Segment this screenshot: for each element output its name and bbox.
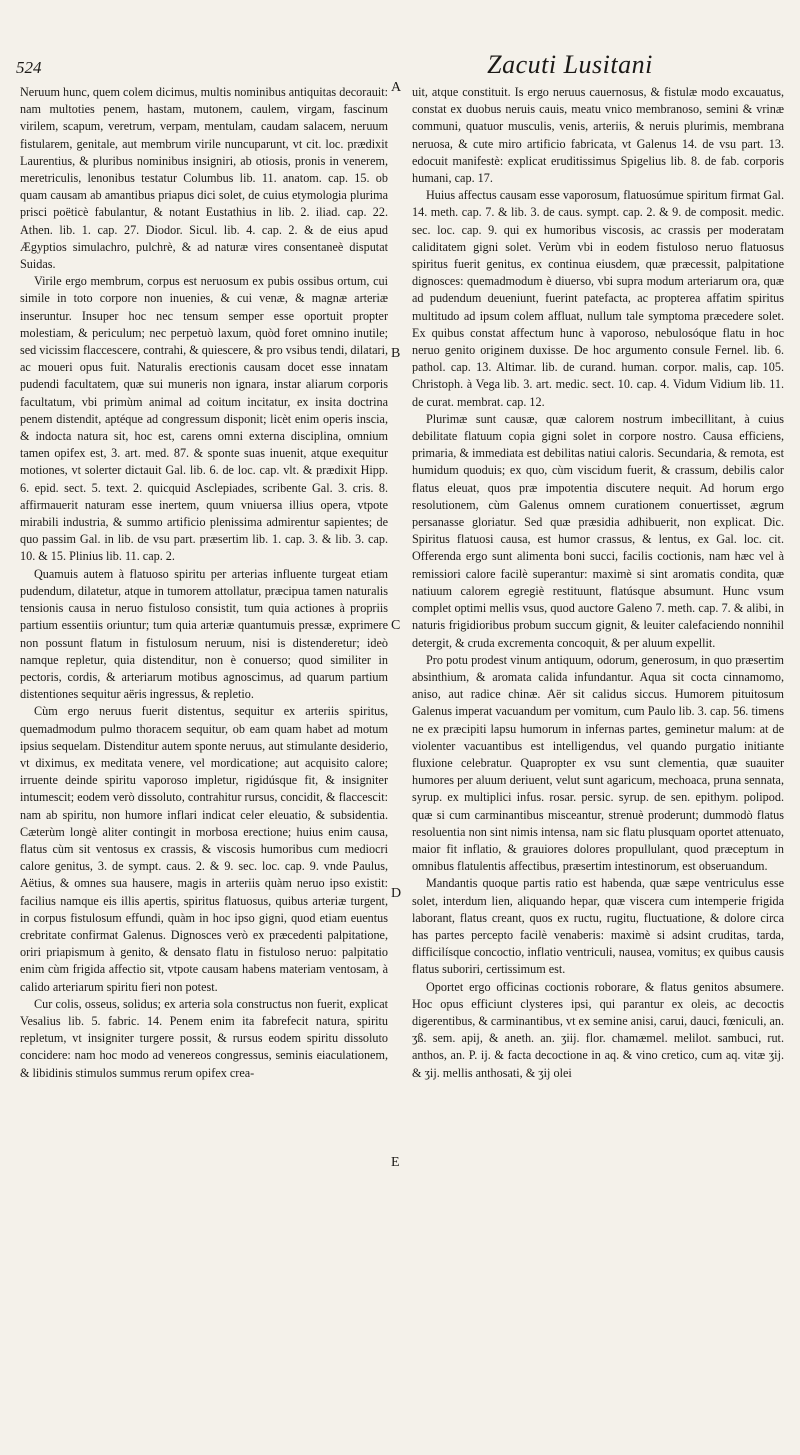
left-paragraph-1: Neruum hunc, quem colem dicimus, multis nominibus antiquitas decorauit: nam multoties penem, hastam, mutonem, caulem, virgam, fascinum virilem, scapum, veretrum, verpam, mentulam, caudam salacem, neruum fistularem, genitale, aut membrum virile nuncuparunt, vt cit. loc. prædixit Laurentius, & pluribus nominibus insigniri, ab otiosis, pronis in venerem, meretriculis, lenonibus testatur Columbus lib. 11. anatom. cap. 15. ob quam causam ab amantibus priapus dici solet, de cuius etymologia plurima prisci poëticè fabulantur, & notant Eustathius in lib. 2. iliad. cap. 22. Athen. lib. 1. cap. 27. Diodor. Sicul. lib. 4. cap. 2. & de eius apud Ægyptios simulachro, pulchrè, & ad naturæ vires consentaneè disputat Suidas.	[20, 85, 388, 272]
left-paragraph-4: Cùm ergo neruus fuerit distentus, sequitur ex arteriis spiritus, quemadmodum pulmo thoracem sequitur, ob eam quam habet ad motum ipsius sequelam. Distenditur autem sponte neruus, aut stimulante desiderio, vt diximus, ex meditata venere, vel mordicatione; aut acquisito calore; irruente deinde spiritu vaporoso impletur, rigidúsque fit, & insigniter intumescit; eodem verò dissoluto, contrahitur rursus, concidit, & flaccescit: nam ab spiritu, non humore inflari indicat celer eleuatio, & subsidentia. Cæterùm longè aliter contingit in morbosa erectione; huius enim causa, flatus cùm sit ventosus ex crassis, & viscosis humoribus cum mediocri calore genitus, 3. de sympt. caus. 2. & 9. sec. loc. cap. 9. vnde Paulus, Aëtius, & omnes sua hausere, magis in arteriis quàm neruo ipso existit: facilius namque eis illis apertis, spiritus flatuosus, quibus arteriæ turgent, in corpus fistulosum effundi, quàm in hoc ipso gigni, quod etiam euentus crebritate confirmat Galenus. Dignosces verò ex præcedenti palpitatione, oriri priapismum à genito, & densato flatu in fistuloso neruo: palpitatio enim cùm frigida affectio sit, vtpote causam habens materiam ventosam, à calido arteriarum spiritu fieri non potest.	[20, 704, 388, 994]
right-paragraph-1: uit, atque constituit. Is ergo neruus cauernosus, & fistulæ modo excauatus, constat ex duobus neruis cauis, meatu vnico membranoso, semini & vrinæ communi, quatuor musculis, venis, arteriis, & neruis plurimis, membrana neruosa, & cute miro artificio fabricata, vt Galenus 14. de vsu part. 13. edocuit manifestè: explicat eruditissimus Spigelius lib. 8. de fab. corporis humani, cap. 17.	[412, 85, 784, 186]
margin-marker-d: D	[391, 886, 402, 901]
left-paragraph-2: Virile ergo membrum, corpus est neruosum ex pubis ossibus ortum, cui simile in toto corpore non inuenies, & cui venæ, & magnæ arteriæ inseruntur. Insuper hoc nec tensum semper esse oportuit propter molestiam, & periculum; nec perpetuò laxum, quòd foret omnino inutile; sed vicissim flaccescere, contrahi, & quiescere, & pro vsibus tendi, dilatari, ac moueri opus fuit. Naturalis erectionis causam docet esse innatam pudendi facultatem, quæ sui muneris non ignara, instar aliarum corporis facultatum, vbi primùm animal ad coitum incitatur, ex insita doctrina penem distendit, aptéque ad congressum disponit; licèt enim operis inscia, & indocta natura sit, hoc est, carens omni externa disciplina, omnium tamen opifex est, 3. art. med. 87. & sponte suas inuenit, atque exequitur motiones, vt solerter dictauit Gal. lib. 6. de loc. cap. vlt. & prædixit Hipp. 6. epid. sect. 5. text. 2. quicquid Asclepiades, scribente Gal. 3. cris. 8. affirmauerit naturam esse inertem, quum vniuersa illius opera, vtpote mirabili industria, & summo artificio plenissima admirentur sapientes; de quo passim Gal. in lib. de vsu part. præsertim lib. 1. cap. 3. & lib. 3. cap. 10. & 15. Plinius lib. 11. cap. 2.	[20, 274, 388, 564]
page-number: 524	[16, 58, 42, 77]
right-paragraph-6: Oportet ergo officinas coctionis roborare, & flatus genitos absumere. Hoc opus efficiunt clysteres ipsi, qui parantur ex oleis, ac decoctis digerentibus, & carminantibus, vt ex semine anisi, carui, dauci, fœniculi, an. ʒß. sem. apij, & aneth. an. ʒiij. flor. chamæmel. melilot. sambuci, rut. anthos, an. P. ij. & facta decoctione in aq. & vino cretico, cum aq. vitæ ʒij. & ʒij. mellis anthosati, & ʒij olei	[412, 979, 784, 1080]
margin-marker-b: B	[391, 346, 401, 361]
right-paragraph-5: Mandantis quoque partis ratio est habenda, quæ sæpe ventriculus esse solet, interdum lien, aliquando hepar, quæ viscera cum intemperie frigida laborant, flatus creant, quos ex ructu, rugitu, fluctuatione, & dolore circa has partes percepto facilè venaberis: maximè si adsint cruditas, tarda, difficilísque concoctio, inflatio ventriculi, nausea, vomitus; ex quibus causis flatus suboriri, certissimum est.	[412, 876, 784, 977]
left-column	[20, 84, 388, 1082]
left-paragraph-3: Quamuis autem à flatuoso spiritu per arterias influente turgeat etiam pudendum, dilatetur, atque in tumorem attollatur, præcipua tamen naturalis tensionis causa in neruo fistuloso consistit, tum quia actiones à propriis partium essentiis oriuntur; tum quia arteriæ quantumuis pressæ, exprimere non possunt flatum in fistulosum neruum, nisi is distenderetur; ideò namque repletur, quia distenditur, non è conuerso; quod similiter in pectoris, cordis, & arteriarum motibus agnoscimus, ad quarum partium distentiones sequitur aëris ingressus, & repletio.	[20, 566, 388, 702]
margin-marker-a: A	[391, 80, 402, 95]
margin-marker-c: C	[391, 618, 401, 633]
left-paragraph-5: Cur colis, osseus, solidus; ex arteria sola constructus non fuerit, explicat Vesalius lib. 5. fabric. 14. Penem enim ita fabrefecit natura, spiritu repletum, vt insigniter turgere possit, & rursus eodem spiritu dissoluto concidere: nam hoc modo ad venereos congressus, seminis eiaculationem, & libidinis stimulos summus rerum opifex crea-	[20, 996, 388, 1080]
right-paragraph-2: Huius affectus causam esse vaporosum, flatuosúmue spiritum firmat Gal. 14. meth. cap. 7. & lib. 3. de caus. sympt. cap. 2. & 9. de composit. medic. sec. loc. cap. 9. qui ex humoribus viscosis, ac crassis per moderatam caliditatem gigni solet. Verùm vbi in eodem fistuloso neruo flatuosus spiritus fuerit genitus, ex continua eiusdem, quæ præcessit, palpitatione dignosces: quemadmodum è diuerso, vbi supra modum arteriarum ora, quæ ad pudendum deueniunt, fuerint patefacta, ac propterea affatim spiritus multitudo ad ipsum colem affluat, nullum tale symptoma præcedere solet. Ex quibus constat affectum hunc à vaporoso, nebulosóque flatu in hoc neruo genito originem duxisse. De hoc argumento consule Fernel. lib. 6. pathol. cap. 13. Altimar. lib. de curand. human. corpor. malis, cap. 105. Christoph. à Vega lib. 3. art. medic. sect. 10. cap. 4. Vidum Vidium lib. 11. de curat. membrat. cap. 12.	[412, 188, 784, 409]
right-column	[412, 84, 784, 1082]
margin-marker-e: E	[391, 1155, 400, 1170]
right-paragraph-3: Plurimæ sunt causæ, quæ calorem nostrum imbecillitant, à cuius debilitate flatuum copia gigni solet in corpore nostro. Causa efficiens, primaria, & immediata est debilitas natiui caloris. Secundaria, & remota, est humidum quoduis; ex quo, cùm viscidum fuerit, & crassum, debilis calor flatus eleuat, quos præ impotentia discutere nequit. Ad horum ergo resolutionem, cùm Galenus omnem curationem conuertisset, ægrum persanasse gloriatur. Sed quæ præsidia adhibuerit, non explicat. Dic. Spiritus flatuosi causa, est humor crassus, & lentus, ex Gal. loc. cit. Offerenda ergo sunt alimenta boni succi, facilis coctionis, nam hæc vel à remissiori calore facilè superantur: maximè si sint aromatis condita, quæ natiuum calorem egregiè restituunt, flatúsque absumunt. Hunc vsum complet optimi mellis vsus, quod auctore Galeno 7. meth. cap. 7. & alibi, in naturis frigidioribus probum succum gignit, & leuiter calefaciendo nonnihil detergit, & cruda excrementa concoquit, & per aluum expellit.	[412, 411, 784, 650]
right-paragraph-4: Pro potu prodest vinum antiquum, odorum, generosum, in quo præsertim absinthium, & aromata calida infundantur. Aqua sit cocta cinnamomo, aniso, aut radice chinæ. Aër sit calidus siccus. Humorem pituitosum Galenus imperat vacuandum per vomitum, cum Paulo lib. 3. cap. 56. timens ne ex præcipiti lapsu humorum in infernas partes, geminetur malum: at de violenter vacuantibus est intelligendus, vel quando purgatio initiante fluxione celebratur. Quapropter ex vsu sunt clementia, quæ suauiter humores per aluum deriuent, velut sunt agaricum, mechoaca, pruna sennata, syrup. ex multiplici infus. rosar. persic. syrup. de sen. epithym. polipod. quæ si cum carminantibus misceantur, strenuè proderunt; dummodò flatus resoluentia non sint nimis intensa, nam sic flatu plusquam oportet attenuato, maior fit inflatio, & grauiores dolores propullulant, quod præceptum in omnibus flatulentis affectibus, præsertim intestinorum, est obseruandum.	[412, 652, 784, 874]
running-title: Zacuti Lusitani	[487, 50, 653, 79]
